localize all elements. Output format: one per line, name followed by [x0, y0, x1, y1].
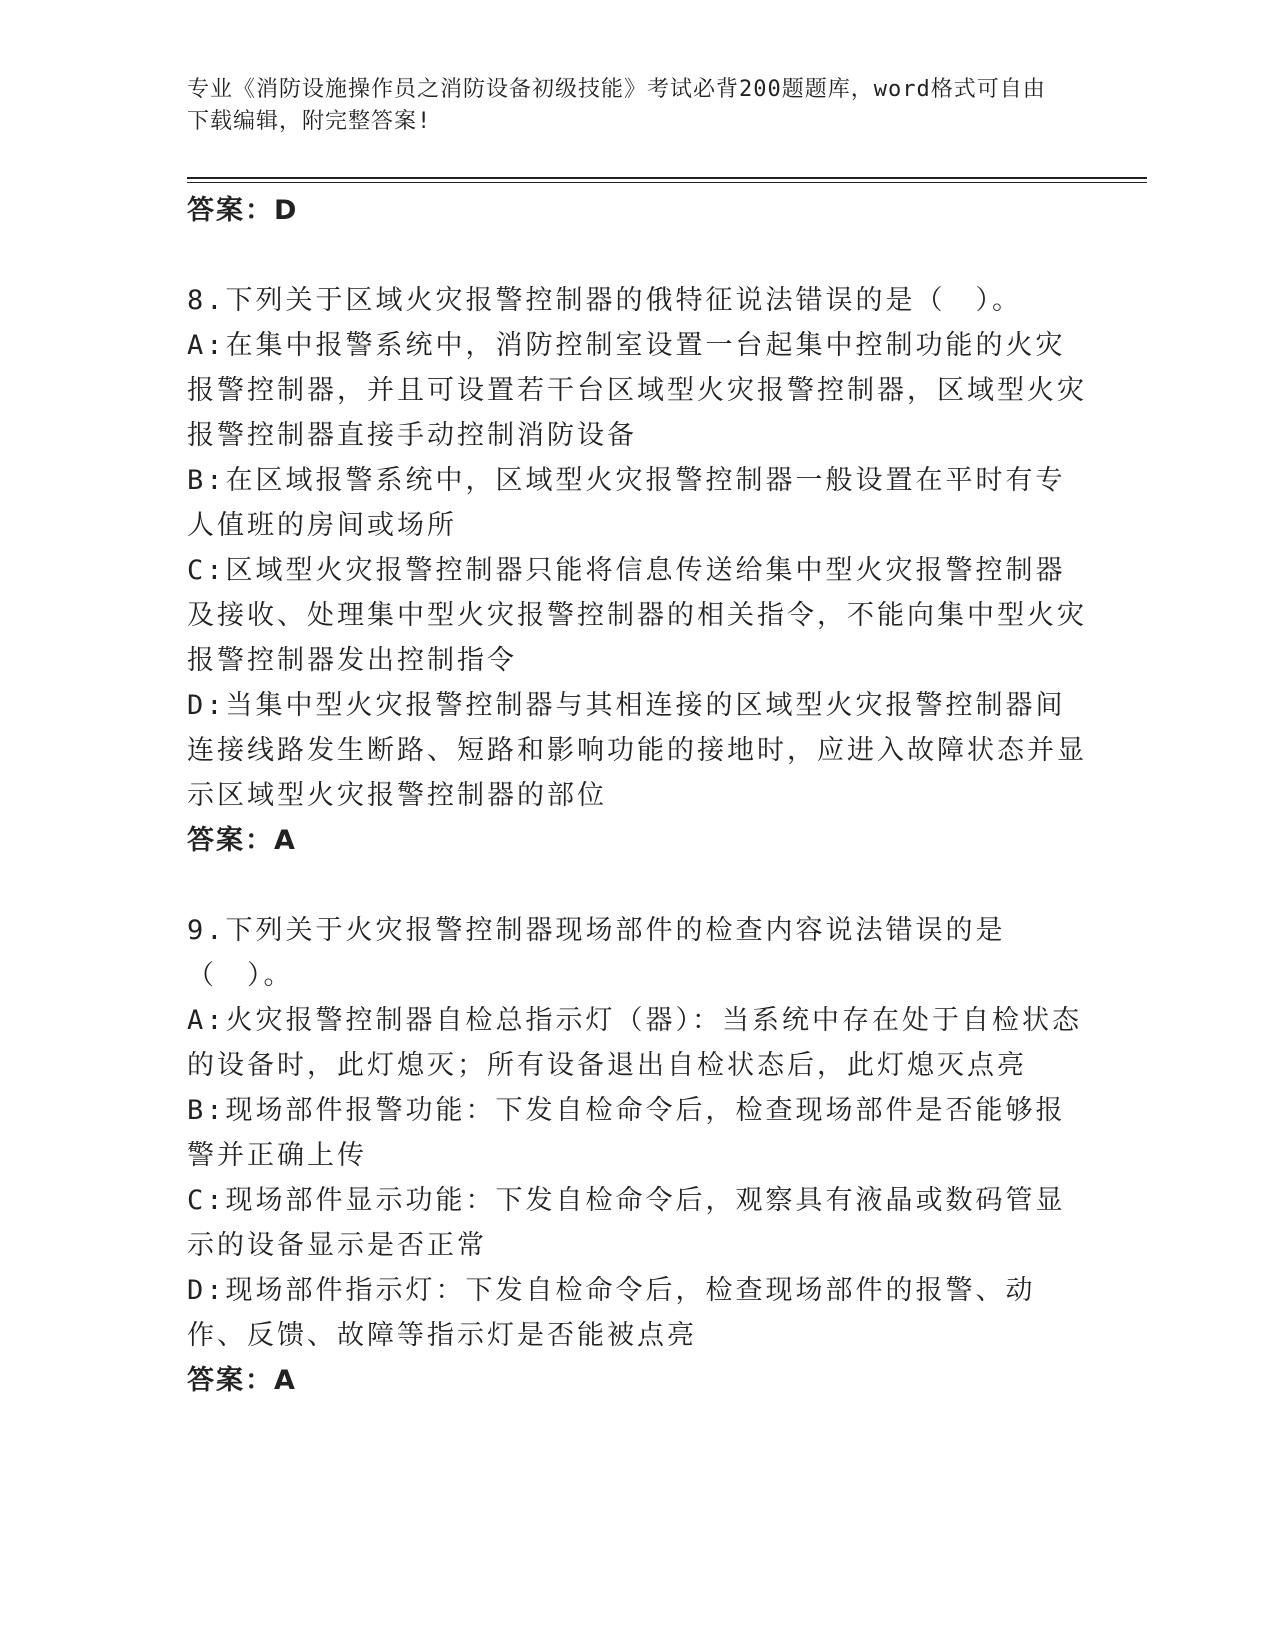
header-divider-thick	[187, 177, 1147, 179]
previous-answer: 答案：D	[187, 195, 299, 226]
question-title: 9.下列关于火灾报警控制器现场部件的检查内容说法错误的是（ ）。	[187, 915, 1006, 991]
option-c: C:区域型火灾报警控制器只能将信息传送给集中型火灾报警控制器及接收、处理集中型火灾报警控制器的相关指令，不能向集中型火灾报警控制器发出控制指令	[187, 555, 1087, 676]
question-9	[187, 908, 1087, 1404]
option-a: A:在集中报警系统中，消防控制室设置一台起集中控制功能的火灾报警控制器，并且可设置若干台区域型火灾报警控制器，区域型火灾报警控制器直接手动控制消防设备	[187, 330, 1087, 451]
header-divider-thin	[187, 182, 1147, 183]
option-d: D:现场部件指示灯：下发自检命令后，检查现场部件的报警、动作、反馈、故障等指示灯是否能被点亮	[187, 1275, 1036, 1351]
question-answer: 答案：A	[187, 1365, 297, 1396]
question-8	[187, 278, 1087, 864]
question-answer: 答案：A	[187, 825, 297, 856]
document-body	[187, 188, 1087, 1404]
page-header: 专业《消防设施操作员之消防设备初级技能》考试必背200题题库，word格式可自由下载编辑，附完整答案!	[187, 77, 1046, 134]
option-a: A:火灾报警控制器自检总指示灯（器）：当系统中存在处于自检状态的设备时，此灯熄灭；所有设备退出自检状态后，此灯熄灭点亮	[187, 1005, 1083, 1081]
option-c: C:现场部件显示功能：下发自检命令后，观察具有液晶或数码管显示的设备显示是否正常	[187, 1185, 1066, 1261]
question-title: 8.下列关于区域火灾报警控制器的俄特征说法错误的是（ ）。	[187, 285, 1023, 316]
option-b: B:现场部件报警功能：下发自检命令后，检查现场部件是否能够报警并正确上传	[187, 1095, 1066, 1171]
option-b: B:在区域报警系统中，区域型火灾报警控制器一般设置在平时有专人值班的房间或场所	[187, 465, 1066, 541]
option-d: D:当集中型火灾报警控制器与其相连接的区域型火灾报警控制器间连接线路发生断路、短路和影响功能的接地时，应进入故障状态并显示区域型火灾报警控制器的部位	[187, 690, 1087, 811]
